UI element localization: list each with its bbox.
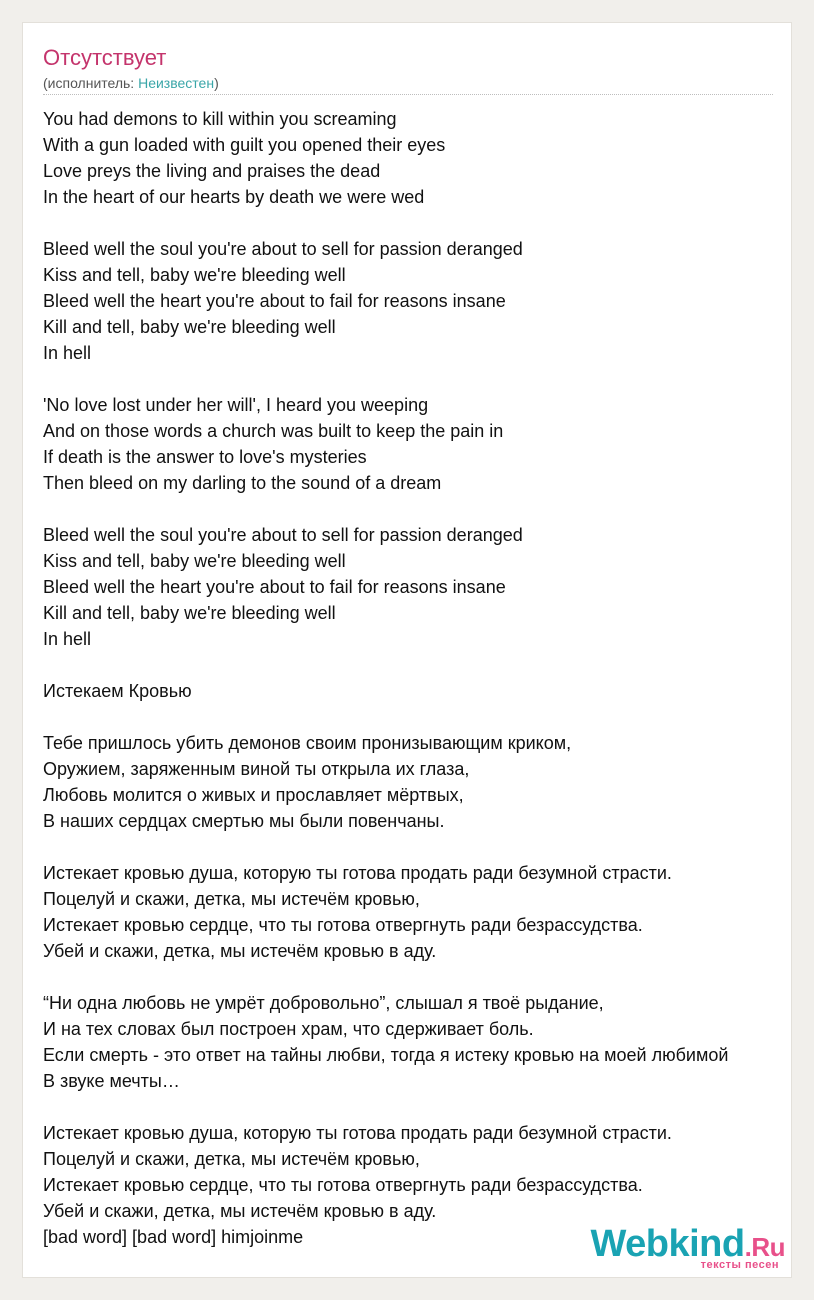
lyric-line: Поцелуй и скажи, детка, мы истечём кровью,	[43, 889, 420, 909]
lyric-line: Bleed well the soul you're about to sell for passion deranged	[43, 239, 523, 259]
site-logo[interactable]	[590, 1223, 785, 1271]
lyric-line: Love preys the living and praises the dead	[43, 161, 381, 181]
artist-line	[43, 74, 219, 92]
lyric-blank-line	[43, 964, 792, 990]
lyric-line: Истекает кровью душа, которую ты готова продать ради безумной страсти.	[43, 1123, 672, 1143]
lyric-line: Bleed well the soul you're about to sell for passion deranged	[43, 525, 523, 545]
lyric-blank-line	[43, 210, 792, 236]
lyric-line: Kill and tell, baby we're bleeding well	[43, 603, 336, 623]
lyric-line: Если смерть - это ответ на тайны любви, тогда я истеку кровью на моей любимой	[43, 1045, 729, 1065]
lyric-line: Поцелуй и скажи, детка, мы истечём кровью,	[43, 1149, 420, 1169]
lyric-line: В звуке мечты…	[43, 1071, 180, 1091]
lyric-line: [bad word] [bad word] himjoinme	[43, 1227, 304, 1247]
lyric-line: Убей и скажи, детка, мы истечём кровью в аду.	[43, 941, 437, 961]
lyric-line: In hell	[43, 629, 92, 649]
lyric-line: And on those words a church was built to keep the pain in	[43, 421, 504, 441]
lyric-blank-line	[43, 704, 792, 730]
title-divider	[43, 94, 773, 95]
lyric-line: Истекаем Кровью	[43, 681, 192, 701]
logo-tagline: тексты песен	[700, 1259, 779, 1271]
lyric-line: With a gun loaded with guilt you opened their eyes	[43, 135, 446, 155]
lyric-line: Bleed well the heart you're about to fail for reasons insane	[43, 291, 506, 311]
lyric-line: Then bleed on my darling to the sound of a dream	[43, 473, 442, 493]
lyrics-text	[43, 106, 792, 1250]
lyric-blank-line	[43, 1094, 792, 1120]
lyric-line: If death is the answer to love's mysteries	[43, 447, 367, 467]
lyric-line: In the heart of our hearts by death we were wed	[43, 187, 425, 207]
lyric-blank-line	[43, 366, 792, 392]
lyric-line: И на тех словах был построен храм, что сдерживает боль.	[43, 1019, 534, 1039]
lyric-line: Kill and tell, baby we're bleeding well	[43, 317, 336, 337]
logo-name: Webkind	[590, 1223, 745, 1265]
lyric-blank-line	[43, 652, 792, 678]
logo-tld: .Ru	[744, 1232, 785, 1262]
lyric-line: Bleed well the heart you're about to fail for reasons insane	[43, 577, 506, 597]
lyric-line: Истекает кровью сердце, что ты готова отвергнуть ради безрассудства.	[43, 1175, 643, 1195]
lyric-blank-line	[43, 496, 792, 522]
lyric-blank-line	[43, 834, 792, 860]
lyric-line: В наших сердцах смертью мы были повенчаны.	[43, 811, 445, 831]
lyric-line: Истекает кровью душа, которую ты готова продать ради безумной страсти.	[43, 863, 672, 883]
lyric-line: You had demons to kill within you screaming	[43, 109, 397, 129]
lyric-line: In hell	[43, 343, 92, 363]
lyrics-card	[22, 22, 792, 1278]
lyric-line: Оружием, заряженным виной ты открыла их глаза,	[43, 759, 470, 779]
lyric-line: Kiss and tell, baby we're bleeding well	[43, 265, 346, 285]
lyric-line: Убей и скажи, детка, мы истечём кровью в аду.	[43, 1201, 437, 1221]
lyric-line: Kiss and tell, baby we're bleeding well	[43, 551, 346, 571]
lyric-line: Любовь молится о живых и прославляет мёртвых,	[43, 785, 464, 805]
artist-prefix: (исполнитель:	[43, 75, 139, 91]
lyric-line: 'No love lost under her will', I heard you weeping	[43, 395, 429, 415]
lyric-line: Тебе пришлось убить демонов своим пронизывающим криком,	[43, 733, 572, 753]
lyric-line: “Ни одна любовь не умрёт добровольно”, слышал я твоё рыдание,	[43, 993, 604, 1013]
artist-suffix: )	[214, 75, 219, 91]
lyric-line: Истекает кровью сердце, что ты готова отвергнуть ради безрассудства.	[43, 915, 643, 935]
song-title: Отсутствует	[43, 45, 167, 70]
artist-link[interactable]: Неизвестен	[138, 75, 215, 91]
